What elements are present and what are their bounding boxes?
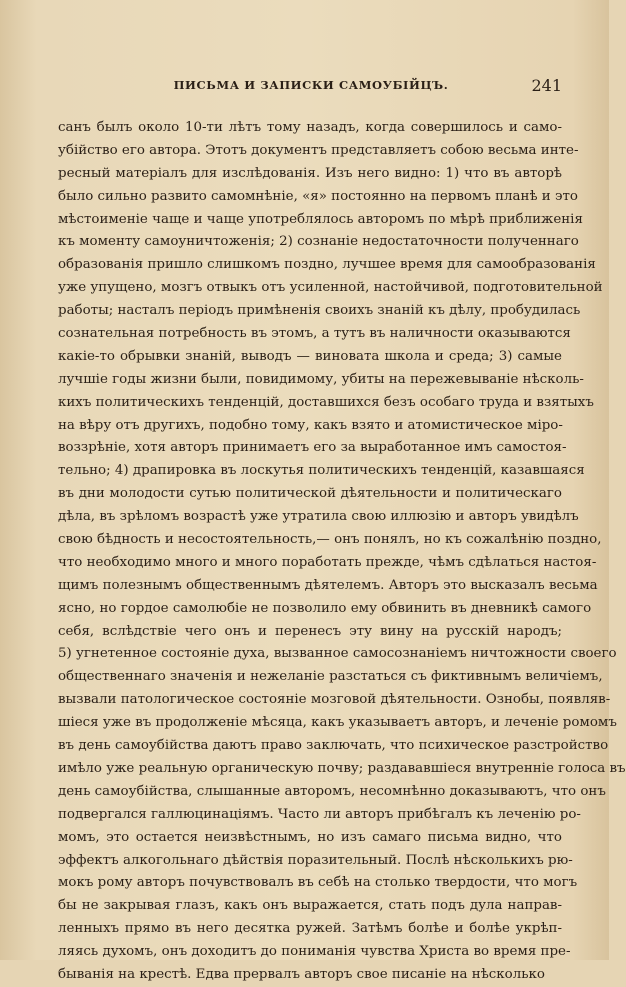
text-line: день самоубійства, слышанные авторомъ, несомнѣнно доказываютъ, что онъ (58, 783, 606, 799)
text-line: тельно; 4) драпировка въ лоскутья политическихъ тенденцій, казавшаяся (58, 463, 585, 479)
text-line: убійство его автора. Этотъ документъ представляетъ собою весьма инте- (58, 142, 579, 158)
text-line: ляясь духомъ, онъ доходитъ до пониманія чувства Христа во время пре- (58, 944, 571, 960)
text-line: эффектъ алкогольнаго дѣйствія поразительный. Послѣ нѣсколькихъ рю- (58, 852, 573, 868)
running-title: ПИСЬМА И ЗАПИСКИ САМОУБІЙЦЪ. (173, 78, 449, 92)
text-line: вызвали патологическое состояніе мозговой дѣятельности. Ознобы, появляв- (58, 692, 611, 708)
text-line: въ день самоубійства даютъ право заключать, что психическое разстройство (58, 738, 609, 754)
text-line: уже упущено, мозгъ отвыкъ отъ усиленной, настойчивой, подготовительной (58, 280, 603, 296)
text-line: момъ, это остается неизвѣстнымъ, но изъ самаго письма видно, что (58, 829, 562, 845)
text-line: ясно, но гордое самолюбіе не позволило ему обвинить въ дневникѣ самого (58, 600, 592, 616)
text-line: 5) угнетенное состояніе духа, вызванное самосознаніемъ ничтожности своего (58, 646, 617, 662)
text-line: ресный матеріалъ для изслѣдованія. Изъ него видно: 1) что въ авторѣ (58, 165, 562, 181)
text-line: работы; насталъ періодъ примѣненія своихъ знаній къ дѣлу, пробудилась (58, 303, 581, 319)
text-line: мѣстоименіе чаще и чаще употреблялось авторомъ по мѣрѣ приближенія (58, 211, 583, 227)
text-line: подвергался галлюцинаціямъ. Часто ли авторъ прибѣгалъ къ леченію ро- (58, 806, 581, 822)
text-line: на вѣру отъ другихъ, подобно тому, какъ взято и атомистическое міро- (58, 417, 563, 433)
text-line: какіе-то обрывки знаній, выводъ — виновата школа и среда; 3) самые (58, 348, 562, 364)
text-line: себя, вслѣдствіе чего онъ и перенесъ эту вину на русскій народъ; (58, 623, 562, 639)
page-number: 241 (531, 76, 562, 95)
text-line: бы не закрывая глазъ, какъ онъ выражается, стать подъ дула направ- (58, 898, 562, 914)
text-line: имѣло уже реальную органическую почву; раздававшіеся внутренніе голоса въ (58, 760, 626, 776)
text-line: въ дни молодости сутью политической дѣятельности и политическаго (58, 486, 562, 502)
text-line: дѣла, въ зрѣломъ возрастѣ уже утратила свою иллюзію и авторъ увидѣлъ (58, 509, 579, 525)
text-line: образованія пришло слишкомъ поздно, лучшее время для самообразованія (58, 257, 596, 273)
text-line: лучшіе годы жизни были, повидимому, убиты на пережевываніе нѣсколь- (58, 371, 584, 387)
text-line: кихъ политическихъ тенденцій, доставшихся безъ особаго труда и взятыхъ (58, 394, 594, 410)
text-line: общественнаго значенія и нежеланіе разстаться съ фиктивнымъ величіемъ, (58, 669, 603, 685)
text-line: быванія на крестѣ. Едва прервалъ авторъ свое писаніе на нѣсколько (58, 966, 545, 982)
text-line: было сильно развито самомнѣніе, «я» постоянно на первомъ планѣ и это (58, 188, 578, 204)
text-line: шіеся уже въ продолженіе мѣсяца, какъ указываетъ авторъ, и леченіе ромомъ (58, 715, 617, 731)
text-line: ленныхъ прямо въ него десятка ружей. Затѣмъ болѣе и болѣе укрѣп- (58, 921, 562, 937)
text-line: щимъ полезнымъ общественнымъ дѣятелемъ. Авторъ это высказалъ весьма (58, 577, 598, 593)
page-header (60, 76, 562, 96)
body-text (58, 117, 626, 987)
text-line: санъ былъ около 10-ти лѣтъ тому назадъ, когда совершилось и само- (58, 120, 562, 135)
text-line: что необходимо много и много поработать прежде, чѣмъ сдѣлаться настоя- (58, 554, 597, 570)
text-line: къ моменту самоуничтоженія; 2) сознаніе недостаточности полученнаго (58, 234, 579, 250)
text-line: мокъ рому авторъ почувствовалъ въ себѣ на столько твердости, что могъ (58, 875, 578, 891)
text-line: сознательная потребность въ этомъ, а тутъ въ наличности оказываются (58, 326, 571, 342)
text-line: свою бѣдность и несостоятельность,— онъ понялъ, но къ сожалѣнію поздно, (58, 532, 602, 548)
text-line: воззрѣніе, хотя авторъ принимаетъ его за выработанное имъ самостоя- (58, 440, 567, 456)
